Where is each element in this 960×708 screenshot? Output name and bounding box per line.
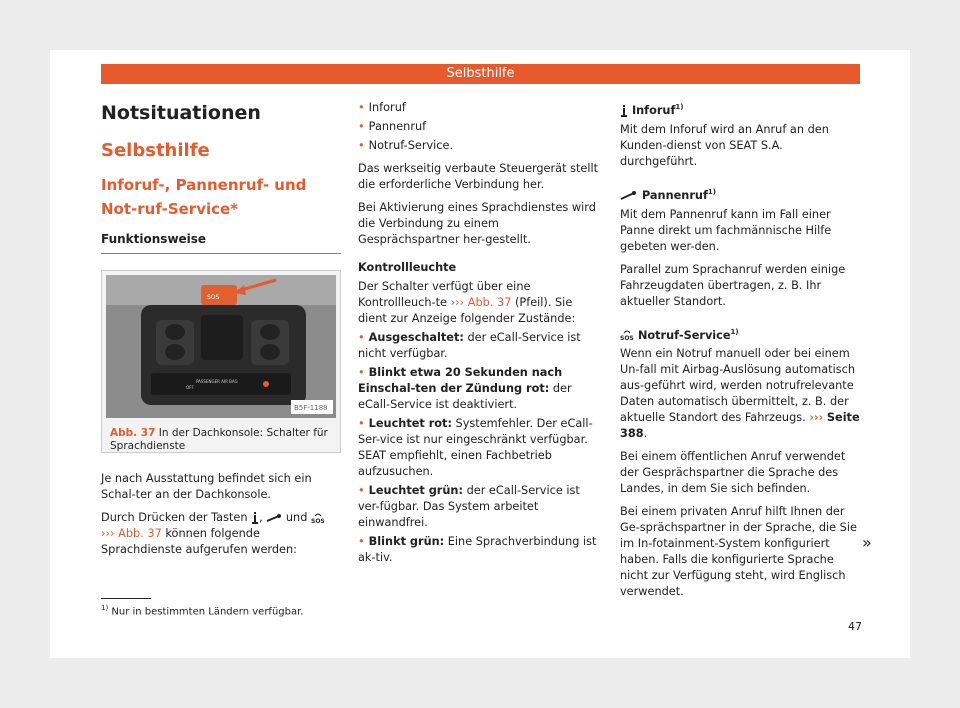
airbag-off-text: OFF: [186, 385, 194, 390]
pannenruf-text: Mit dem Pannenruf kann im Fall einer Panne direkt um fachmännische Hilfe gebeten wer-den.: [620, 207, 832, 253]
column-middle: [358, 97, 600, 566]
wrench-icon: [266, 514, 282, 522]
continue-marker: »: [862, 533, 872, 552]
sos-button-label: SOS: [207, 294, 220, 301]
function-heading: Funktionsweise: [101, 231, 341, 254]
control-unit-paragraph: Das werkseitig verbaute Steuergerät stellt die erforderliche Verbindung her.: [358, 162, 599, 191]
figure-caption: [102, 422, 340, 458]
column-left: [101, 97, 341, 558]
section-header: Selbsthilfe: [101, 64, 860, 84]
figure-code: B5F-1188: [294, 404, 328, 412]
figure-37: [101, 270, 341, 453]
figure-ref-link[interactable]: Abb. 37: [118, 527, 162, 540]
figure-label: Abb. 37: [110, 427, 156, 439]
list-item: • Inforuf: [358, 100, 600, 116]
footnote-divider: [101, 598, 151, 599]
info-icon: [620, 105, 628, 117]
buttons-paragraph: Durch Drücken der Tasten , und SOS ››› Abb. 37 können folgende Sprachdienste aufgerufen werden:: [101, 511, 325, 556]
subsection-title: Inforuf-, Pannenruf- und Not-ruf-Service*: [101, 176, 307, 218]
pannenruf-data-text: Parallel zum Sprachanruf werden einige Fahrzeugdaten übertragen, z. B. Ihr aktueller Standort.: [620, 262, 846, 308]
chapter-title: Notsituationen: [101, 102, 261, 124]
notruf-heading: SOS Notruf-Service$^{1)}$: [620, 327, 739, 342]
intro-paragraph: Je nach Ausstattung befindet sich ein Schal-ter an der Dachkonsole.: [101, 472, 312, 501]
column-right: [620, 97, 860, 600]
inforuf-heading: Inforuf$^{1)}$: [620, 99, 860, 119]
info-icon: [251, 512, 259, 524]
wrench-icon: [620, 191, 638, 200]
section-title: Selbsthilfe: [101, 140, 210, 161]
private-call-text: Bei einem privaten Anruf hilft Ihnen der Ge-sprächspartner in der Sprache, die Sie im In-fotainment-System konfiguriert haben. Falls die konfigurierte Sprache nicht zur Verfügung steht, wird Englisch verwendet.: [620, 505, 857, 599]
state-item: • Blinkt etwa 20 Sekunden nach Einschal-ten der Zündung rot: der eCall-Service ist deaktiviert.: [358, 365, 600, 413]
public-call-text: Bei einem öffentlichen Anruf verwendet der Gesprächspartner die Sprache des Landes, in dem Sie sich befinden.: [620, 450, 846, 496]
state-item: • Blinkt grün: Eine Sprachverbindung ist ak-tiv.: [358, 534, 600, 566]
roof-console-illustration: [106, 275, 336, 418]
state-item: • Leuchtet rot: Systemfehler. Der eCall-Ser-vice ist nur eingeschränkt verfügbar. SEAT empfiehlt, einen Fachbetrieb aufzusuchen.: [358, 416, 600, 480]
figure-ref-arrows: ›››: [101, 527, 115, 540]
state-item: • Leuchtet grün: der eCall-Service ist ver-fügbar. Das System arbeitet einwandfrei.: [358, 483, 600, 531]
inforuf-text: Mit dem Inforuf wird an Anruf an den Kunden-dienst von SEAT S.A. durchgeführt.: [620, 122, 829, 168]
activation-paragraph: Bei Aktivierung eines Sprachdienstes wird die Verbindung zu einem Gesprächspartner her-gestellt.: [358, 201, 596, 246]
footnote: $^{1)}$ Nur in bestimmten Ländern verfügbar.: [101, 604, 304, 618]
figure-caption-text: In der Dachkonsole: Schalter für Sprachdienste: [110, 427, 328, 452]
indicator-paragraph: Der Schalter verfügt über eine Kontrollleuch-te ››› Abb. 37 (Pfeil). Sie dient zur Anzeige folgender Zustände:: [358, 280, 576, 325]
list-item: • Notruf-Service.: [358, 138, 600, 154]
page-ref-link[interactable]: Seite 388: [620, 411, 860, 441]
svg-text:SOS: SOS: [310, 518, 325, 524]
sos-icon: [311, 512, 325, 524]
list-item: • Pannenruf: [358, 119, 600, 135]
airbag-text: PASSENGER AIR BAG: [196, 379, 238, 384]
pannenruf-heading: Pannenruf$^{1)}$: [620, 184, 860, 204]
indicator-heading: Kontrollleuchte: [358, 261, 457, 274]
figure-ref-link[interactable]: Abb. 37: [467, 296, 512, 309]
page-number: 47: [848, 620, 862, 633]
svg-text:SOS: SOS: [620, 335, 634, 342]
state-item: • Ausgeschaltet: der eCall-Service ist nicht verfügbar.: [358, 330, 600, 362]
notruf-text: Wenn ein Notruf manuell oder bei einem Un-fall mit Airbag-Auslösung automatisch aus-geführt wird, werden notrufrelevante Daten automatisch übermittelt, z. B. der aktuelle Standort des Fahrzeugs. ››› Seite 388.: [620, 347, 860, 441]
roof-console-photo: [106, 275, 336, 418]
sos-icon: [620, 329, 634, 341]
